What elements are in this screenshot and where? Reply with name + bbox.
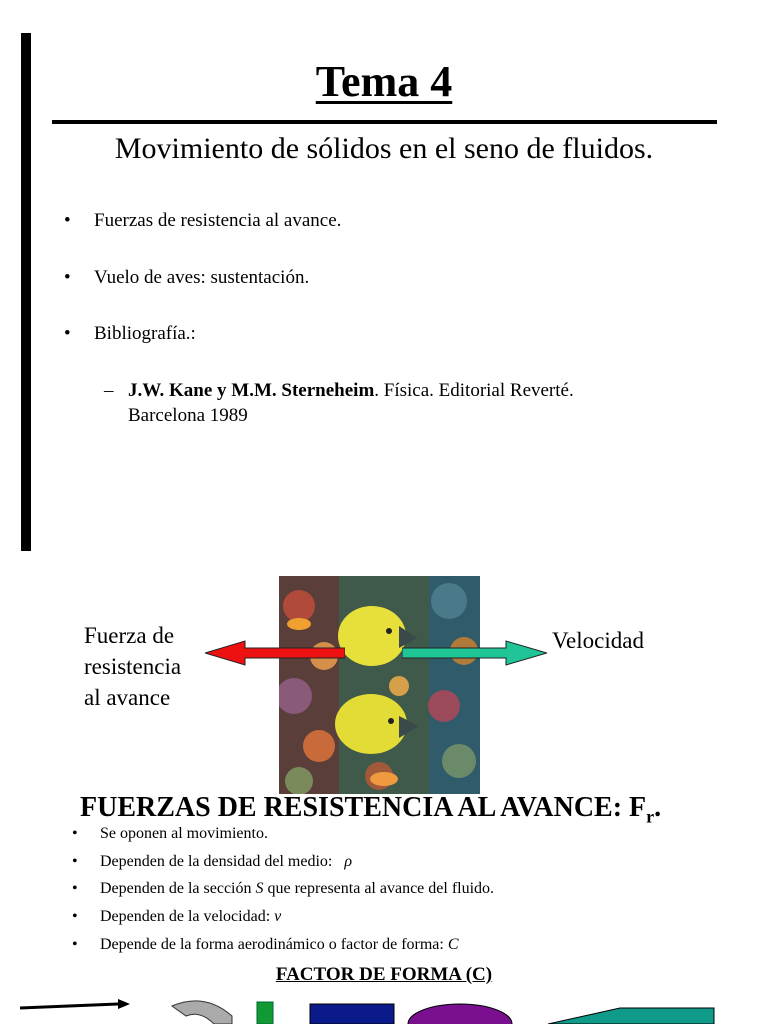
drag-label-line: Fuerza de [84, 623, 175, 648]
velocity-arrow-icon [402, 638, 547, 668]
list-item [72, 853, 352, 871]
hollow-hemisphere-shape [172, 1001, 232, 1024]
drag-force-label [84, 620, 224, 713]
list-item-text: que representa al avance del fluido. [263, 880, 495, 897]
cylinder-shape [310, 1004, 394, 1024]
bullet-glyph: • [64, 267, 71, 288]
shape-factor-symbol: C [447, 936, 459, 953]
velocity-symbol: v [274, 908, 282, 925]
section-title [80, 792, 661, 828]
bibliography-source: . Física. Editorial Reverté. [374, 380, 574, 401]
bullet-item [64, 323, 196, 345]
page-title: Tema 4 [315, 57, 453, 106]
section-title-main: FUERZAS DE RESISTENCIA AL AVANCE: F [80, 792, 647, 823]
list-item [72, 825, 268, 843]
list-item [72, 908, 281, 926]
bullet-item [64, 267, 309, 289]
left-accent-bar [21, 33, 31, 551]
bullet-glyph: • [64, 323, 71, 344]
bullet-text: Fuerzas de resistencia al avance. [94, 210, 342, 231]
drag-label-line: al avance [84, 685, 171, 710]
bullet-text: Vuelo de aves: sustentación. [94, 267, 310, 288]
drag-label-line: resistencia [84, 654, 182, 679]
list-item [72, 936, 459, 954]
flat-plate-shape [257, 1002, 273, 1024]
list-item-text: Depende de la forma aerodinámico o factor de forma: [100, 936, 444, 953]
bullet-glyph: • [64, 210, 71, 231]
bullet-glyph: • [72, 908, 78, 925]
title-divider [52, 120, 717, 124]
factor-de-forma-title: FACTOR DE FORMA (C) [275, 964, 493, 985]
bullet-glyph: • [72, 936, 78, 953]
list-item-text: Dependen de la sección [100, 880, 256, 897]
list-item-text: Se oponen al movimiento. [100, 825, 268, 842]
list-item-text: Dependen de la velocidad: [100, 908, 271, 925]
page-subtitle: Movimiento de sólidos en el seno de fluidos. [114, 132, 654, 165]
list-item-text: Dependen de la densidad del medio: [100, 853, 333, 870]
sphere-shape [408, 1004, 512, 1024]
bullet-item [64, 210, 341, 232]
bibliography-place-year: Barcelona 1989 [128, 405, 248, 426]
bibliography-authors: J.W. Kane y M.M. Sterneheim [128, 380, 375, 401]
drag-arrow-icon [205, 638, 345, 668]
bullet-glyph: • [72, 853, 78, 870]
flow-arrow-icon [118, 999, 130, 1009]
section-symbol: S [255, 880, 264, 897]
bibliography-entry [104, 378, 664, 428]
velocity-label: Velocidad [552, 628, 644, 653]
flow-arrow-line [20, 1004, 118, 1008]
section-title-subscript: r [646, 806, 655, 827]
density-symbol: ρ [344, 853, 353, 870]
reef-fish-photo [279, 576, 480, 794]
shape-factor-figure [0, 996, 768, 1024]
list-item [72, 880, 494, 898]
bullet-text: Bibliografía.: [94, 323, 196, 344]
bullet-glyph: • [72, 825, 78, 842]
section-title-end: . [654, 792, 662, 823]
dash-glyph: – [104, 380, 114, 401]
bullet-glyph: • [72, 880, 78, 897]
streamlined-body-shape [548, 1008, 714, 1024]
